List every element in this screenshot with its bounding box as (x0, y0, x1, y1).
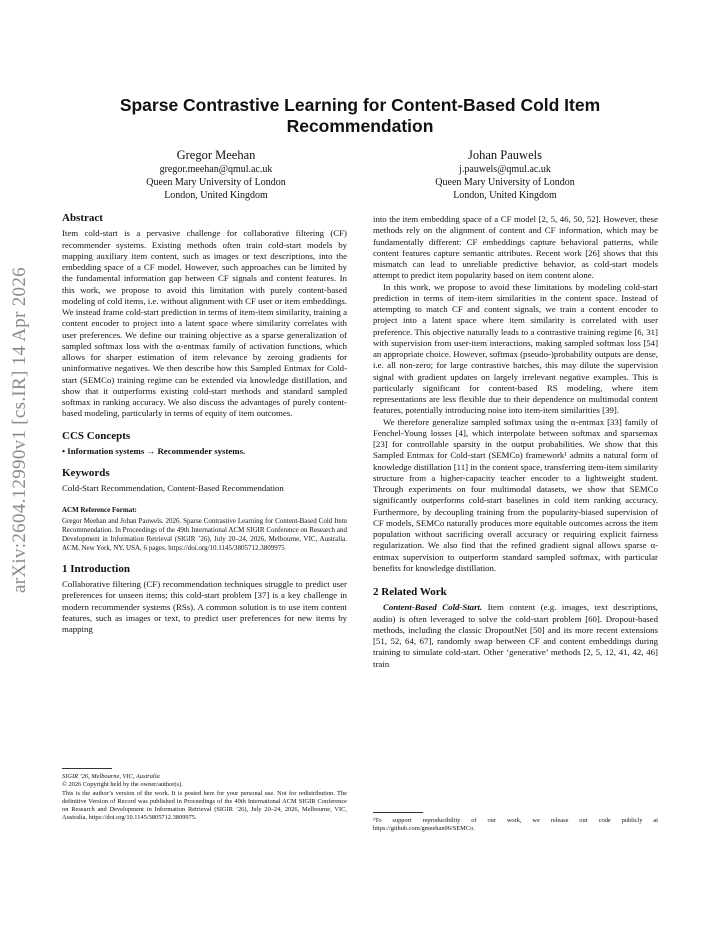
related-work-text: Item content (e.g. images, text descriptions, audio) is often leveraged to solve the cold-start problem [60]. Dropout-based methods, including the classic DropoutNet [50] and its more recent extensions [51, 52, 64, 67], randomly swap between CF and content embeddings during training to simulate cold-start. Other ‘generative’ methods [2, 5, 12, 41, 42, 46] train (373, 602, 658, 669)
author-1-name: Gregor Meehan (176, 148, 256, 162)
paper-title: Sparse Contrastive Learning for Content-Based Cold Item Recommendation (119, 95, 601, 136)
left-column (62, 213, 347, 635)
acm-reference-heading: ACM Reference Format: (62, 505, 137, 514)
right-footnote (373, 812, 658, 834)
left-footnote (62, 768, 347, 823)
right-column (373, 214, 658, 670)
footnote-rule (62, 768, 112, 769)
right-paragraph-1: into the item embedding space of a CF model [2, 5, 46, 50, 52]. However, these methods rely on the alignment of content and CF information, which may be fundamentally different: CF embeddings capture behavioral patterns, while content features capture semantic attributes. Recent work [26] shows that this mismatch can lead to unreliable predictive behavior, as cold-start models attempt to predict item popularity based on item content alone. (373, 214, 658, 281)
author-1 (66, 147, 366, 202)
arxiv-identifier-text: arXiv:2604.12990v1 [cs.IR] 14 Apr 2026 (9, 267, 30, 593)
acm-reference-text: Gregor Meehan and Johan Pauwels. 2026. Sparse Contrastive Learning for Content-Based Cold Item Recommendation. In Proceedings of the 49th International ACM SIGIR Conference on Research and Development in Information Retrieval (SIGIR ’26), July 20–24, 2026, Melbourne, VIC, Australia. ACM, New York, NY, USA, 6 pages. https://doi.org/10.1145/3805712.3809975 (62, 516, 347, 552)
keywords-text: Cold-Start Recommendation, Content-Based Recommendation (62, 483, 284, 494)
author-2-name: Johan Pauwels (468, 148, 542, 162)
footnote-code-release: ¹To support reproducibility of our work, we release our code publicly at https://github.com/gmeehan96/SEMCo. (373, 817, 658, 833)
author-2-location: London, United Kingdom (453, 190, 557, 201)
footnote-notice: This is the author’s version of the work. It is posted here for your personal use. Not for redistribution. The definitive Version of Record was published in Proceedings of the 49th International ACM SIGIR Conference on Research and Development in Information Retrieval (SIGIR ’26), July 20–24, 2026, Melbourne, VIC, Australia, https://doi.org/10.1145/3805712.3809975. (62, 789, 347, 822)
author-1-email: gregor.meehan@qmul.ac.uk (159, 164, 273, 175)
introduction-heading: 1 Introduction (62, 562, 130, 575)
author-2-affiliation: Queen Mary University of London (435, 177, 575, 188)
ccs-text: • Information systems → Recommender systems. (62, 445, 246, 456)
related-work-paragraph (373, 602, 658, 670)
abstract-text: Item cold-start is a pervasive challenge for collaborative filtering (CF) recommender systems. Existing methods often train cold-start models by mapping auxiliary item content, such as images or text descriptions, into the embedding space of a CF model. However, such approaches can be limited by the fundamental information gap between CF signals and content features. In this work, we propose to avoid this limitation with purely content-based modeling of cold items, i.e. without alignment with CF user or item embeddings. We instead frame cold-start prediction in terms of item-item similarity, training a content encoder to project into a latent space where similarity correlates with user preferences. We define our training objective as a sparse generalization of sampled softmax loss with the α-entmax family of activation functions, which allows for sharper estimation of item relevance by zeroing gradients for uninformative negatives. We then describe how this Sampled Entmax for Cold-start (SEMCo) training regime can be extended via knowledge distillation, and show that it outperforms existing cold-start methods and standard sampled softmax in ranking accuracy. We also discuss the advantages of purely content-based modeling, particularly in terms of equity of item outcomes. (62, 228, 347, 419)
author-1-affiliation: Queen Mary University of London (146, 177, 286, 188)
arxiv-identifier (2, 210, 38, 650)
author-2-email: j.pauwels@qmul.ac.uk (459, 164, 551, 175)
related-work-heading: 2 Related Work (373, 586, 447, 598)
related-work-subheading: Content-Based Cold-Start. (383, 602, 483, 613)
ccs-heading: CCS Concepts (62, 429, 131, 442)
author-1-location: London, United Kingdom (164, 190, 268, 201)
keywords-heading: Keywords (62, 467, 110, 479)
footnote-copyright: © 2026 Copyright held by the owner/author(s). (62, 781, 183, 789)
introduction-text: Collaborative filtering (CF) recommendation techniques struggle to predict user preferences for unseen items; this cold-start problem [37] is a key challenge in modern recommender systems (RSs). A common solution is to use item content features, such as images or text, to predict user preferences for new items by mapping (62, 579, 347, 634)
abstract-heading: Abstract (62, 212, 103, 224)
footnote-venue: SIGIR ’26, Melbourne, VIC, Australia (62, 773, 160, 780)
right-paragraph-2: In this work, we propose to avoid these limitations by modeling cold-start prediction in terms of item-item similarities in the content space. Instead of attempting to match CF and content signals, we train a content encoder to project into a latent space where item similarity is correlated with user preference. This objective naturally leads to a contrastive training regime [6, 31] with supervision from user-item interactions, making sampled softmax loss [54] an appropriate choice. However, softmax (pseudo-)probability outputs are dense, i.e. all non-zero; for large contrastive batches, this may dilute the supervision signal with gradient updates on largely irrelevant negative examples. This is particularly significant for content-based RS modeling, where item representations are less flexible due to their dependence on multimodal content features, potentially introducing noise into item-item similarities [39]. (373, 281, 658, 416)
footnote-rule (373, 812, 423, 813)
right-paragraph-3: We therefore generalize sampled softmax using the α-entmax [33] family of Fenchel-Young losses [4], which interpolate between softmax and sparsemax [23] for controllable sparsity in the output probabilities. We show that this Sampled Entmax for Cold-start (SEMCo) framework¹ admits a natural form of knowledge distillation [11] in the content space, transferring item-item similarity structure from a higher-capacity teacher encoder to a lightweight student. Through experiments on four multimodal datasets, we show that SEMCo significantly outperforms cold-start baselines in cold item ranking accuracy. Furthermore, by decoupling training from the popularity-biased supervision of CF models, SEMCo naturally produces more equitable outcomes across the item population without sacrificing overall accuracy or requiring explicit fairness regularization. We also find that the refined gradient signal allows sparse α-entmax supervision to outperform standard sampled softmax, with particular benefits for knowledge distillation. (373, 416, 658, 573)
author-2 (355, 147, 655, 202)
